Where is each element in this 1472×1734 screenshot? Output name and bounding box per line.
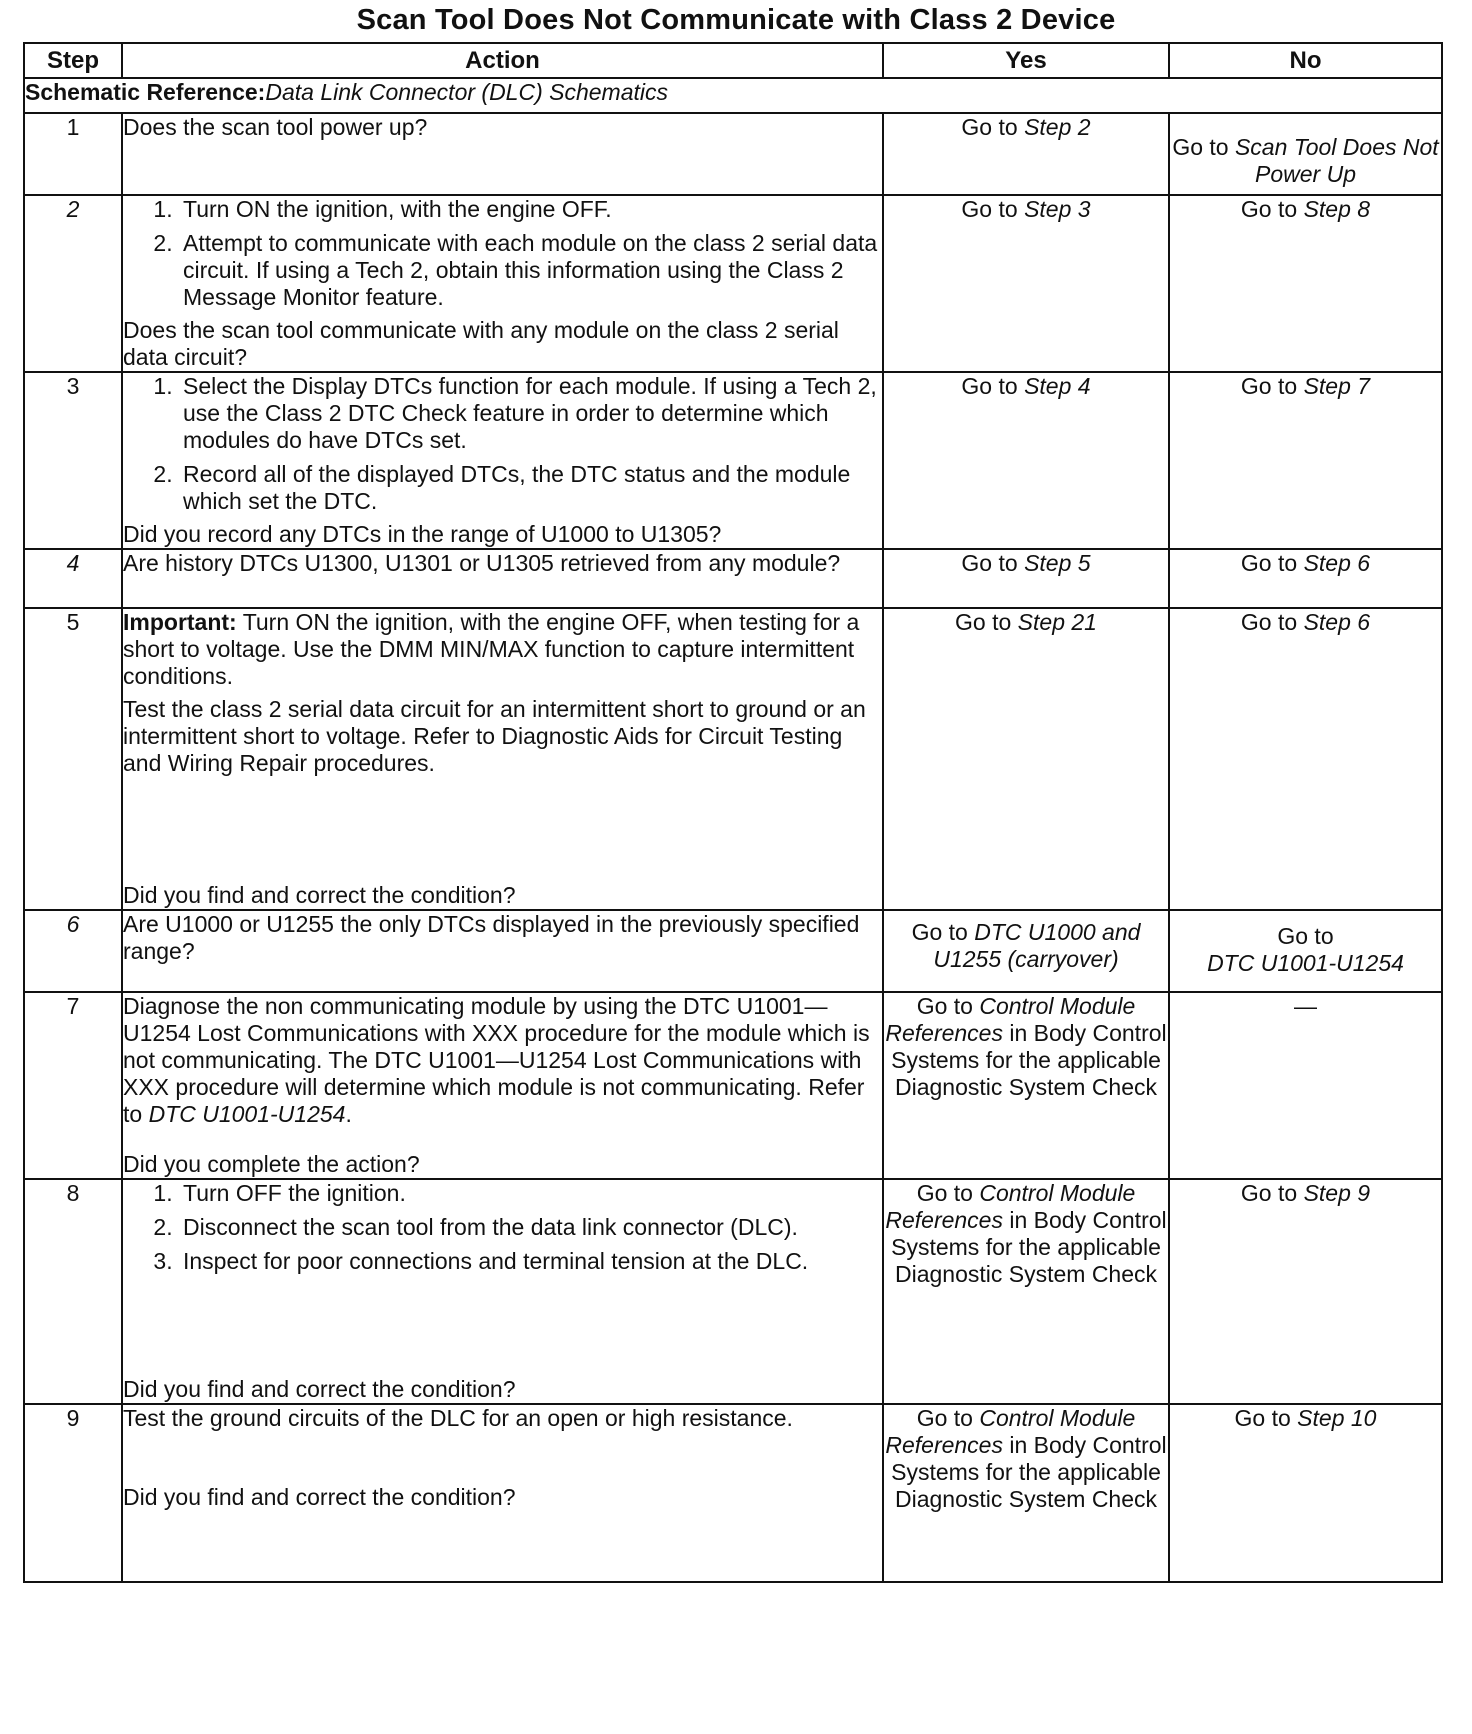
no-cell: Go to Scan Tool Does Not Power Up (1169, 113, 1442, 195)
yes-link[interactable]: Step 21 (1017, 609, 1097, 635)
action-step-item: 1. Turn OFF the ignition. (179, 1180, 882, 1207)
yes-link[interactable]: Step 5 (1024, 550, 1091, 576)
step-question: Does the scan tool communicate with any module on the class 2 serial data circuit? (123, 317, 839, 370)
yes-link[interactable]: Control Module References (885, 993, 1136, 1046)
table-row (24, 608, 1442, 910)
diagnostic-table (23, 42, 1443, 1583)
table-row (24, 549, 1442, 608)
step-question: Did you find and correct the condition? (123, 1376, 516, 1402)
action-step-item: 2. Disconnect the scan tool from the data link connector (DLC). (179, 1214, 882, 1241)
yes-cell: Go to Step 2 (883, 113, 1169, 195)
no-cell: — (1169, 992, 1442, 1179)
step-question: Did you find and correct the condition? (123, 882, 516, 908)
schematic-row (24, 78, 1442, 113)
important-label: Important: (123, 609, 237, 635)
no-cell: Go to Step 9 (1169, 1179, 1442, 1404)
no-link[interactable]: Step 8 (1303, 196, 1371, 222)
no-link[interactable]: Scan Tool Does Not Power Up (1234, 134, 1439, 187)
no-cell: Go to Step 8 (1169, 195, 1442, 372)
action-step-item: 2. Attempt to communicate with each module on the class 2 serial data circuit. If using a Tech 2, obtain this information using the Class 2 Message Monitor feature. (179, 230, 882, 311)
step-question: Did you complete the action? (123, 1151, 420, 1177)
table-row (24, 113, 1442, 195)
action-cell (122, 1179, 883, 1404)
action-step-item: 1. Select the Display DTCs function for each module. If using a Tech 2, use the Class 2 DTC Check feature in order to determine which modules do have DTCs set. (179, 373, 882, 454)
header-row (24, 43, 1442, 78)
no-link[interactable]: DTC U1001-U1254 (1207, 950, 1404, 976)
step-number: 8 (24, 1179, 122, 1404)
action-cell (122, 992, 883, 1179)
table-row (24, 1404, 1442, 1582)
action-cell (122, 608, 883, 910)
yes-link[interactable]: Step 2 (1024, 114, 1091, 140)
yes-cell: Go to Step 21 (883, 608, 1169, 910)
yes-cell: Go to Step 5 (883, 549, 1169, 608)
header-action: Action (122, 43, 883, 78)
table-row (24, 195, 1442, 372)
action-text: Test the class 2 serial data circuit for an intermittent short to ground or an intermittent short to voltage. Refer to Diagnostic Aids for Circuit Testing and Wiring Repair procedures. (123, 696, 866, 776)
action-cell (122, 372, 883, 549)
header-no: No (1169, 43, 1442, 78)
action-step-item: 2. Record all of the displayed DTCs, the DTC status and the module which set the DTC. (179, 461, 882, 515)
no-link[interactable]: Step 6 (1303, 609, 1371, 635)
action-cell (122, 910, 883, 992)
action-text: Diagnose the non communicating module by using the DTC U1001—U1254 Lost Communications with XXX procedure for the module which is not communicating. The DTC U1001—U1254 Lost Communications with XXX procedure will determine which module is not communicating. Refer to DTC U1001-U1254. (123, 993, 870, 1127)
action-steps (123, 196, 882, 311)
step-number: 1 (24, 113, 122, 195)
step-number: 3 (24, 372, 122, 549)
action-cell (122, 549, 883, 608)
table-row (24, 372, 1442, 549)
action-cell (122, 113, 883, 195)
yes-cell: Go to Control Module References in Body Control Systems for the applicable Diagnostic System Check (883, 1404, 1169, 1582)
no-cell: Go to Step 7 (1169, 372, 1442, 549)
no-cell: Go to Step 6 (1169, 549, 1442, 608)
yes-link[interactable]: Control Module References (885, 1405, 1136, 1458)
yes-cell: Go to Step 4 (883, 372, 1169, 549)
table-row (24, 1179, 1442, 1404)
no-link[interactable]: Step 9 (1303, 1180, 1371, 1206)
step-number: 4 (24, 549, 122, 608)
step-question: Are history DTCs U1300, U1301 or U1305 retrieved from any module? (123, 550, 841, 576)
no-link[interactable]: Step 10 (1297, 1405, 1377, 1431)
yes-cell: Go to Step 3 (883, 195, 1169, 372)
dtc-link[interactable]: DTC U1001-U1254 (148, 1101, 346, 1127)
table-row (24, 992, 1442, 1179)
table-row (24, 910, 1442, 992)
yes-link[interactable]: Step 3 (1024, 196, 1091, 222)
no-cell: Go to DTC U1001-U1254 (1169, 910, 1442, 992)
yes-link[interactable]: Step 4 (1024, 373, 1091, 399)
no-link[interactable]: Step 7 (1303, 373, 1371, 399)
yes-cell: Go to Control Module References in Body Control Systems for the applicable Diagnostic System Check (883, 1179, 1169, 1404)
no-cell: Go to Step 6 (1169, 608, 1442, 910)
step-question: Does the scan tool power up? (123, 114, 428, 140)
schematic-reference: Data Link Connector (DLC) Schematics (265, 79, 669, 105)
action-cell (122, 195, 883, 372)
step-question: Did you find and correct the condition? (123, 1484, 516, 1510)
action-step-item: 3. Inspect for poor connections and terminal tension at the DLC. (179, 1248, 882, 1275)
action-steps (123, 1180, 882, 1281)
step-question: Are U1000 or U1255 the only DTCs displayed in the previously specified range? (123, 911, 860, 964)
action-step-item: 1. Turn ON the ignition, with the engine OFF. (179, 196, 882, 223)
yes-cell: Go to Control Module References in Body Control Systems for the applicable Diagnostic System Check (883, 992, 1169, 1179)
no-cell: Go to Step 10 (1169, 1404, 1442, 1582)
step-number: 7 (24, 992, 122, 1179)
action-steps (123, 373, 882, 515)
yes-link[interactable]: DTC U1000 and U1255 (carryover) (933, 919, 1141, 972)
step-number: 2 (24, 195, 122, 372)
action-cell (122, 1404, 883, 1582)
step-number: 9 (24, 1404, 122, 1582)
action-text: Test the ground circuits of the DLC for an open or high resistance. (123, 1405, 793, 1431)
step-number: 5 (24, 608, 122, 910)
step-question: Did you record any DTCs in the range of U1000 to U1305? (123, 521, 722, 547)
yes-link[interactable]: Control Module References (885, 1180, 1136, 1233)
header-step: Step (24, 43, 122, 78)
schematic-label: Schematic Reference: (25, 79, 266, 105)
page-title: Scan Tool Does Not Communicate with Class 2 Device (356, 4, 1116, 36)
yes-cell: Go to DTC U1000 and U1255 (carryover) (883, 910, 1169, 992)
important-note: Important: Turn ON the ignition, with the engine OFF, when testing for a short to voltage. Use the DMM MIN/MAX function to capture intermittent conditions. (123, 609, 860, 689)
header-yes: Yes (883, 43, 1169, 78)
step-number: 6 (24, 910, 122, 992)
no-link[interactable]: Step 6 (1303, 550, 1371, 576)
